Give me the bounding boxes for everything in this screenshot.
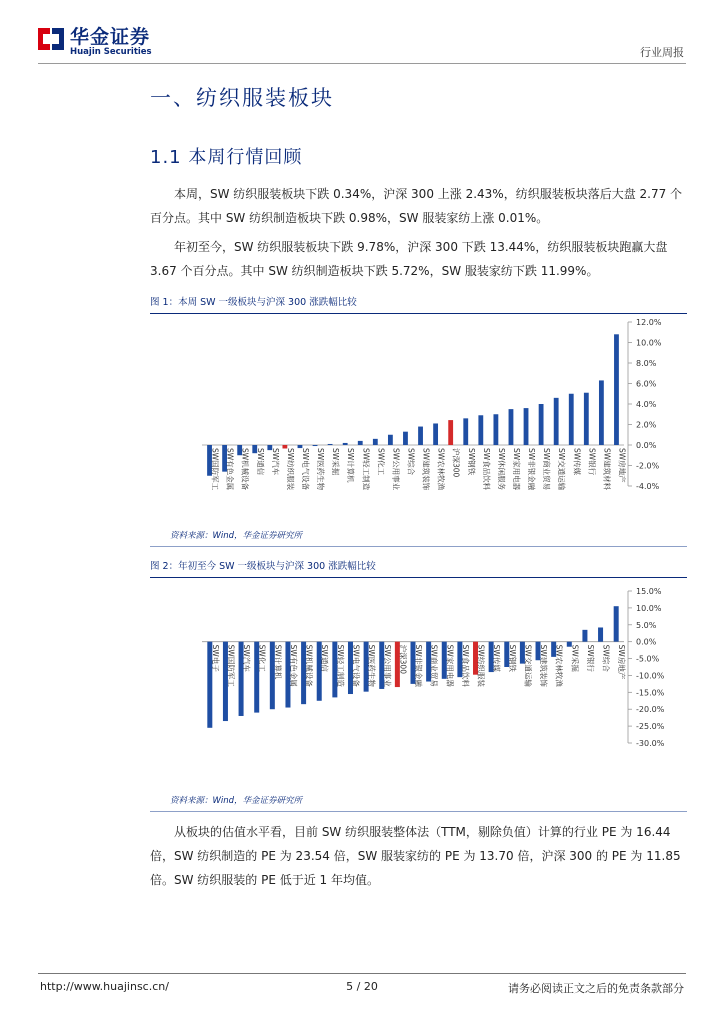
ytd-review-paragraph: 年初至今，SW 纺织服装板块下跌 9.78%，沪深 300 下跌 13.44%，纺织服装板块跑赢大盘 3.67 个百分点。其中 SW 纺织制造板块下跌 5.72%，SW 服装家纺下跌 11.99%。: [150, 240, 668, 278]
y-tick-label: 0.0%: [636, 441, 657, 450]
logo-name-en: Huajin Securities: [70, 47, 152, 57]
category-label: SW银行: [585, 644, 595, 672]
category-label: SW电子: [210, 644, 220, 672]
report-type: 行业周报: [640, 46, 684, 59]
category-label: SW化工: [257, 644, 267, 672]
logo-name-cn: 华金证券: [70, 26, 151, 48]
bar: [599, 380, 604, 445]
bar: [569, 394, 574, 445]
y-tick-label: 2.0%: [636, 420, 657, 430]
bar: [313, 445, 318, 446]
section-title: 一、纺织服装板块: [150, 86, 334, 110]
category-label: SW休闲服务: [496, 448, 506, 491]
category-label: SW综合: [601, 644, 611, 672]
category-label: SW化工: [376, 448, 386, 476]
category-label: SW综合: [406, 448, 416, 476]
y-tick-label: 15.0%: [636, 587, 662, 596]
figure2-title: 图 2：年初至今 SW 一级板块与沪深 300 涨跌幅比较: [150, 560, 687, 578]
category-label: SW食品饮料: [460, 644, 470, 687]
category-label: SW商业贸易: [429, 644, 439, 687]
footer-url-link[interactable]: http://www.huajinsc.cn/: [40, 980, 169, 993]
y-tick-label: 10.0%: [636, 603, 662, 613]
bar: [358, 441, 363, 445]
y-tick-label: 6.0%: [636, 379, 657, 389]
bar: [614, 334, 619, 445]
bar: [524, 408, 529, 445]
y-tick-label: 10.0%: [636, 338, 662, 348]
category-label: SW传媒: [492, 644, 502, 672]
y-tick-label: 0.0%: [636, 637, 657, 647]
category-label: SW钢铁: [507, 644, 517, 672]
category-label: SW农林牧渔: [436, 448, 446, 491]
figure1-source: 资料来源：Wind，华金证券研究所: [170, 531, 303, 541]
category-label: SW钢铁: [466, 448, 476, 476]
bar: [598, 627, 603, 641]
y-tick-label: -25.0%: [636, 722, 665, 732]
y-tick-label: 12.0%: [636, 318, 662, 327]
category-label: SW非银金融: [414, 644, 423, 687]
category-label: SW汽车: [242, 644, 252, 672]
y-tick-label: -2.0%: [636, 461, 660, 471]
section-subtitle: 1.1 本周行情回顾: [150, 147, 303, 168]
category-label: SW公用事业: [391, 448, 401, 491]
bar: [582, 630, 587, 642]
category-label: SW通信: [320, 644, 330, 672]
category-label: SW纺织服装: [285, 448, 295, 491]
category-label: 沪深300: [451, 448, 461, 478]
bar: [418, 427, 423, 445]
category-label: SW传媒: [572, 448, 582, 476]
category-label: SW计算机: [346, 448, 356, 483]
y-tick-label: -10.0%: [636, 671, 665, 681]
category-label: SW机械设备: [304, 644, 314, 687]
logo-mark-icon: [38, 26, 64, 52]
category-label: SW农林牧渔: [554, 644, 564, 687]
bar: [614, 606, 619, 641]
bar: [539, 404, 544, 445]
header-divider: [38, 63, 686, 64]
category-label: SW商业贸易: [542, 448, 552, 491]
bar: [328, 444, 333, 445]
valuation-paragraph: 从板块的估值水平看，目前 SW 纺织服装整体法（TTM，剔除负值）计算的行业 PE 为 16.44 倍，SW 纺织制造的 PE 为 23.54 倍，SW 服装家纺的 PE 为 13.70 倍，沪深 300 的 PE 为 11.85 倍。SW 纺织服装的 PE 低于近 1 年均值。: [150, 825, 681, 887]
category-label: SW交通运输: [523, 644, 533, 687]
bar: [433, 423, 438, 445]
category-label: SW家用电器: [445, 644, 455, 687]
figure2-divider: [150, 811, 687, 812]
category-label: SW医药生物: [367, 644, 377, 687]
company-logo: [38, 26, 158, 60]
category-label: SW轻工制造: [335, 644, 345, 687]
y-tick-label: 8.0%: [636, 359, 657, 368]
category-label: SW通信: [255, 448, 265, 476]
category-label: SW房地产: [617, 644, 627, 680]
figure1-title: 图 1：本周 SW 一级板块与沪深 300 涨跌幅比较: [150, 296, 687, 314]
category-label: SW轻工制造: [361, 448, 371, 491]
bar: [554, 398, 559, 445]
y-tick-label: 5.0%: [636, 620, 657, 630]
category-label: SW家用电器: [511, 448, 521, 491]
footer-divider: [38, 973, 686, 974]
category-label: SW有色金属: [225, 448, 235, 491]
page-number: 5 / 20: [346, 980, 378, 993]
category-label: SW纺织服装: [476, 644, 486, 687]
y-tick-label: -20.0%: [636, 705, 665, 715]
bar: [448, 420, 453, 445]
disclaimer-note: 请务必阅读正文之后的免责条款部分: [508, 982, 684, 995]
category-label: SW交通运输: [557, 448, 567, 491]
bar: [584, 393, 589, 445]
category-label: SW食品饮料: [481, 448, 491, 491]
category-label: SW采掘: [570, 644, 580, 672]
bar: [463, 418, 468, 445]
category-label: SW机械设备: [240, 448, 250, 491]
category-label: SW建筑装饰: [539, 644, 549, 687]
bar: [478, 415, 483, 445]
bar: [403, 432, 408, 445]
ytd-sector-bar-chart: [150, 580, 687, 790]
category-label: SW公用事业: [382, 644, 392, 687]
bar: [509, 409, 514, 445]
figure2-source: 资料来源：Wind，华金证券研究所: [170, 796, 303, 806]
bar: [493, 414, 498, 445]
category-label: SW国防军工: [210, 448, 220, 491]
weekly-sector-bar-chart: [150, 314, 687, 524]
category-label: SW有色金属: [288, 644, 298, 687]
y-tick-label: -4.0%: [636, 482, 660, 491]
weekly-review-paragraph: 本周，SW 纺织服装板块下跌 0.34%，沪深 300 上涨 2.43%，纺织服装板块落后大盘 2.77 个百分点。其中 SW 纺织制造板块下跌 0.98%，SW 服装家纺上涨 0.01%。: [150, 187, 683, 225]
figure1-divider: [150, 546, 687, 547]
category-label: SW国防军工: [226, 644, 236, 687]
bar: [343, 443, 348, 445]
category-label: SW银行: [587, 448, 597, 476]
y-tick-label: -15.0%: [636, 688, 665, 698]
category-label: 沪深300: [398, 644, 408, 674]
y-tick-label: -30.0%: [636, 739, 665, 748]
bar: [373, 439, 378, 445]
category-label: SW电气设备: [351, 644, 361, 687]
category-label: SW电气设备: [300, 448, 310, 491]
category-label: SW汽车: [270, 448, 280, 476]
category-label: SW房地产: [617, 448, 627, 483]
category-label: SW建筑材料: [602, 448, 612, 491]
category-label: SW计算机: [273, 644, 283, 680]
bar: [388, 435, 393, 445]
y-tick-label: 4.0%: [636, 400, 657, 409]
category-label: SW医药生物: [316, 448, 326, 491]
category-label: SW建筑装饰: [421, 448, 431, 491]
category-label: SW采掘: [331, 448, 341, 476]
category-label: SW非银金融: [527, 448, 537, 491]
y-tick-label: -5.0%: [636, 654, 660, 664]
